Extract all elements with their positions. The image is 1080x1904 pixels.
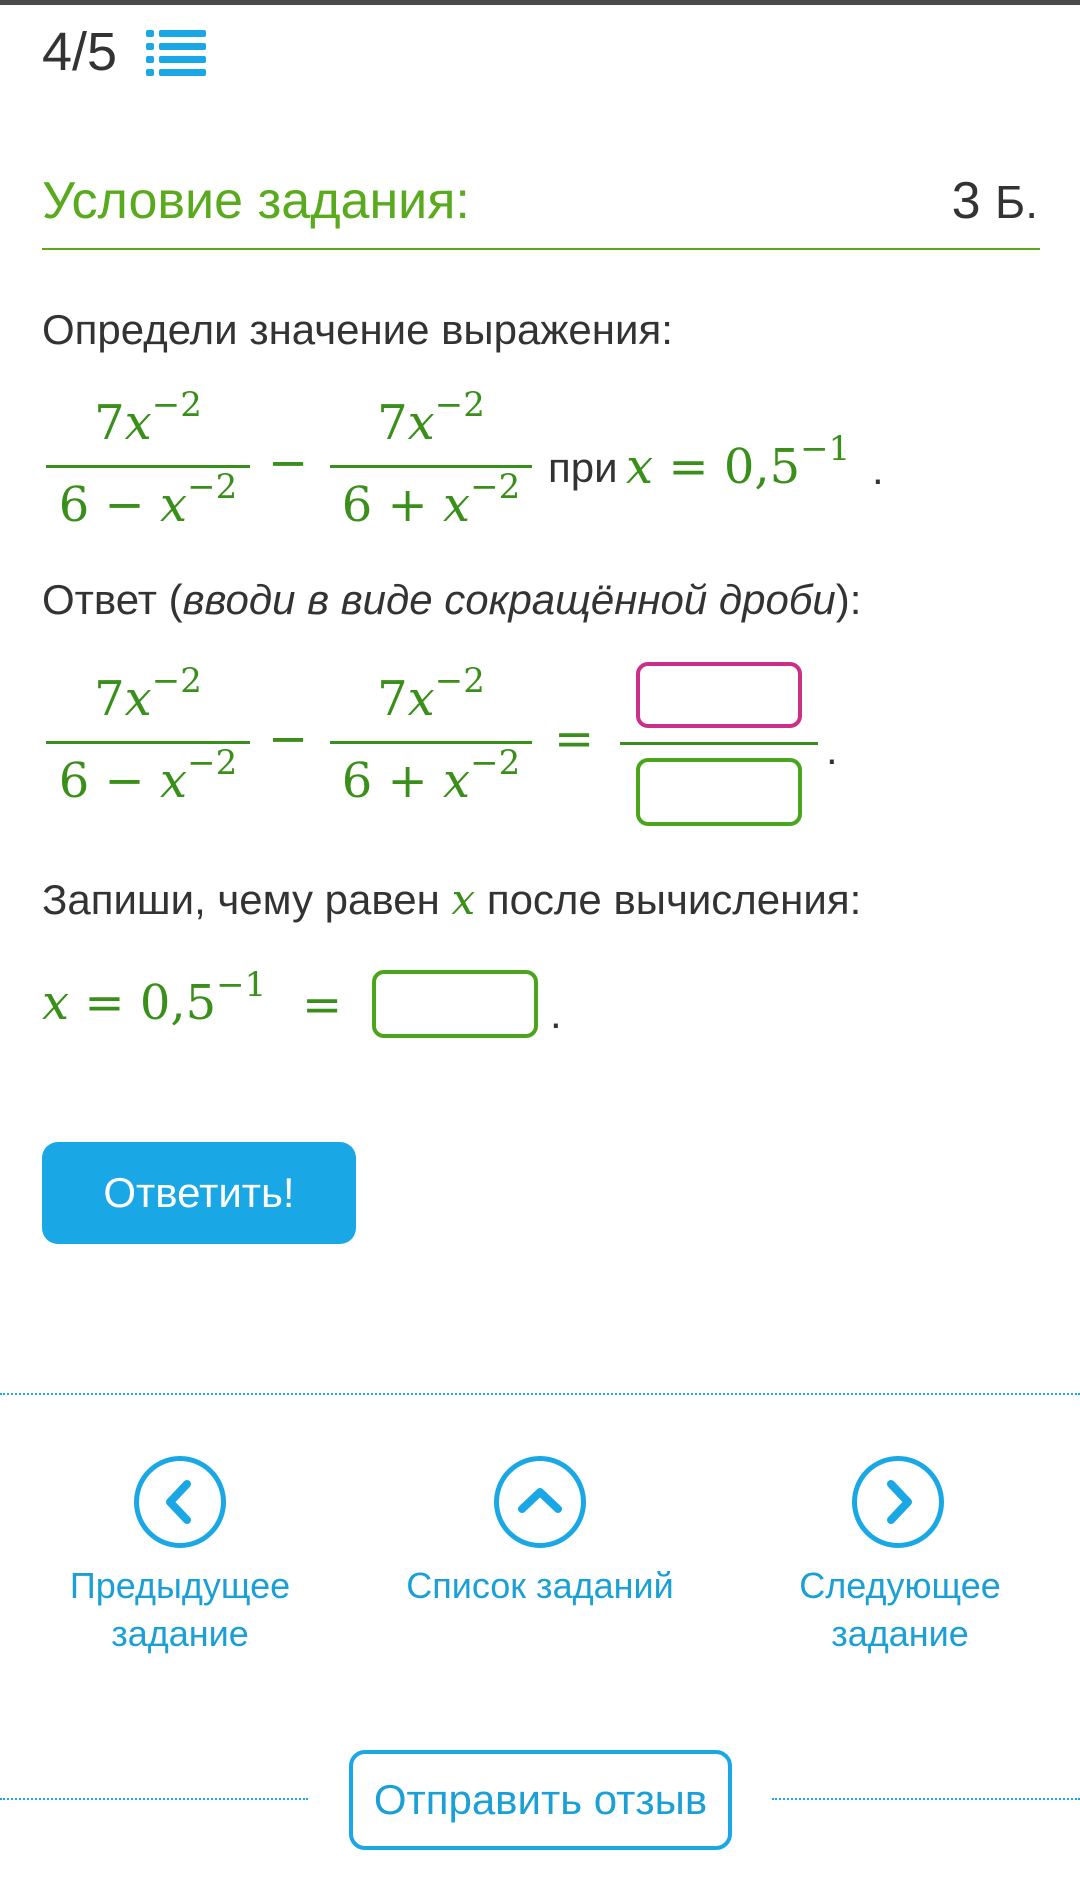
fraction-2-denominator: $6 + x^{-2}$ [341,467,521,533]
minus-operator: − [268,711,309,767]
chevron-up-icon [499,1461,581,1543]
fraction-2 [330,385,532,540]
fraction-1-numerator: $7x^{-2}$ [94,385,202,451]
x-value-input[interactable] [372,970,538,1038]
equals-sign: = [554,711,595,767]
next-task-label[interactable]: Следующее задание [799,1565,1001,1654]
period: . [550,990,562,1037]
denominator-input[interactable] [636,758,802,826]
x-equation: $x = 0,5^{-1}$ [42,965,267,1031]
fraction-1 [46,661,250,816]
title-divider [42,248,1040,250]
period: . [872,446,884,493]
fraction-2-numerator: $7x^{-2}$ [377,661,485,727]
previous-task-label[interactable]: Предыдущее задание [69,1565,291,1654]
question-prompt: Определи значение выражения: [42,306,673,353]
feedback-divider-left [0,1798,308,1800]
fraction-2-denominator: $6 + x^{-2}$ [341,743,521,809]
answer-fraction-bar [620,742,818,745]
chevron-right-icon [857,1461,939,1543]
numerator-input[interactable] [636,662,802,728]
fraction-1 [46,385,250,540]
send-feedback-button[interactable]: Отправить отзыв [349,1750,732,1850]
fraction-1-denominator: $6 - x^{-2}$ [58,743,238,809]
fraction-1-numerator: $7x^{-2}$ [94,661,202,727]
condition-x: $x = 0,5^{-1}$ [626,429,851,495]
task-list-label[interactable]: Список заданий [406,1565,674,1606]
answer-label: Ответ (вводи в виде сокращённой дроби): [42,576,862,623]
task-list-button[interactable] [494,1456,586,1548]
fraction-2-numerator: $7x^{-2}$ [377,385,485,451]
section-divider [0,1393,1080,1395]
top-border [0,0,1080,5]
previous-task-button[interactable] [134,1456,226,1548]
points-unit: Б. [995,176,1038,228]
x-question-label: Запиши, чему равен x после вычисления: [42,875,862,924]
period: . [826,726,838,773]
feedback-divider-right [772,1798,1080,1800]
list-icon[interactable] [146,30,206,76]
chevron-left-icon [139,1461,221,1543]
equals-sign: = [302,977,343,1033]
answer-button[interactable]: Ответить! [42,1142,356,1244]
task-points [952,172,1038,231]
points-value: 3 [951,172,981,230]
minus-operator: − [268,435,309,491]
task-counter: 4/5 [42,22,118,82]
at-word: при [548,444,618,491]
task-condition-title: Условие задания: [42,172,470,230]
next-task-button[interactable] [852,1456,944,1548]
fraction-1-denominator: $6 - x^{-2}$ [58,467,238,533]
fraction-2 [330,661,532,816]
